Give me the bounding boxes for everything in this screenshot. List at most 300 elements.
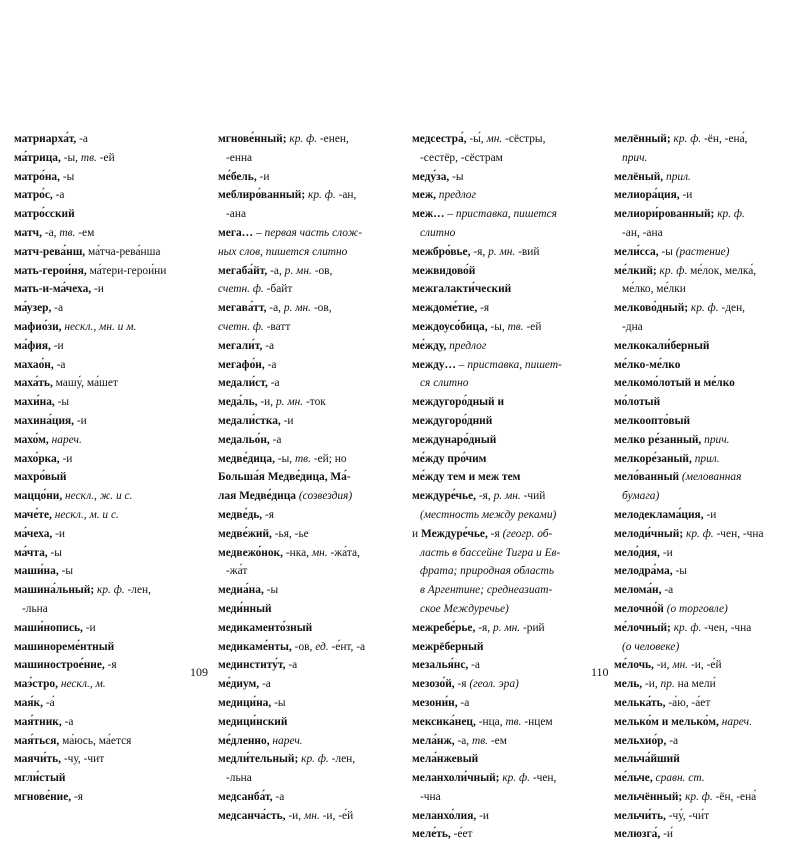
dictionary-line	[14, 130, 186, 149]
headword: меблиро́ванный;	[218, 189, 306, 202]
grammar-note: тв.	[80, 151, 97, 164]
dictionary-line	[218, 675, 390, 694]
dictionary-line	[614, 525, 786, 544]
dictionary-line	[614, 186, 786, 205]
headword: меланхоли́чный;	[412, 772, 500, 785]
headword: мегали́т,	[218, 339, 263, 352]
headword: махи́на,	[14, 396, 55, 409]
grammar-note: р. мн.	[492, 621, 521, 634]
inflection: -я	[490, 527, 500, 540]
grammar-note: тв.	[59, 226, 76, 239]
dictionary-line	[614, 412, 786, 431]
headword: матро́на,	[14, 170, 60, 183]
dictionary-line	[614, 713, 786, 732]
grammar-note: мн.	[304, 809, 320, 822]
headword: межвидово́й	[412, 264, 476, 277]
dictionary-line	[218, 525, 390, 544]
inflection: -и	[85, 621, 96, 634]
grammar-note: тв.	[505, 715, 522, 728]
headword: мезони́н,	[412, 696, 458, 709]
inflection: -а	[669, 734, 679, 747]
grammar-note: кр. ф.	[301, 753, 329, 766]
inflection: -ы	[675, 565, 687, 578]
grammar-note: кр. ф.	[690, 302, 719, 315]
headword: мелома́н,	[614, 584, 662, 597]
headword: меда́ль,	[218, 396, 258, 409]
dictionary-line	[218, 544, 390, 563]
dictionary-line	[14, 694, 186, 713]
dictionary-line	[218, 750, 390, 769]
dictionary-line	[14, 544, 186, 563]
headword: ма́чта,	[14, 546, 48, 559]
dictionary-line	[412, 431, 584, 450]
inflection: -ан, -ана	[622, 226, 663, 239]
dictionary-line	[14, 149, 186, 168]
inflection: -чу́, -чи́т	[668, 809, 710, 822]
inflection: -и	[76, 414, 87, 427]
inflection: -ы	[50, 546, 62, 559]
headword: медсестра́,	[412, 133, 467, 145]
inflection: -я,	[478, 621, 491, 634]
dictionary-line	[14, 205, 186, 224]
headword: медикаме́нты,	[218, 640, 292, 653]
inflection: -а	[471, 659, 480, 672]
dictionary-line	[412, 224, 584, 243]
dictionary-line	[14, 450, 186, 469]
grammar-note: бумага)	[622, 490, 660, 503]
dictionary-line	[614, 149, 786, 168]
headword: медиа́на,	[218, 584, 264, 597]
dictionary-line	[218, 619, 390, 638]
inflection: ма́юсь, ма́ется	[62, 734, 132, 747]
headword: мелюзга́,	[614, 828, 661, 841]
inflection: -сёстры,	[505, 133, 546, 145]
grammar-note: предлог	[438, 189, 476, 202]
inflection: -а	[288, 659, 298, 672]
grammar-note: пр.	[660, 678, 675, 691]
inflection: -е́нт, -а	[331, 640, 366, 653]
inflection: -ён, -ена́	[715, 790, 757, 803]
dictionary-line	[412, 562, 584, 581]
headword: мгли́стый	[14, 772, 66, 785]
headword: махина́ция,	[14, 414, 75, 427]
inflection: -льна	[226, 772, 252, 785]
inflection: -ей	[99, 151, 115, 164]
dictionary-line	[218, 149, 390, 168]
headword: мелодра́ма,	[614, 565, 673, 578]
inflection: -лен,	[127, 584, 151, 597]
dictionary-line	[412, 675, 584, 694]
headword: медве́жий,	[218, 527, 272, 540]
dictionary-line	[614, 243, 786, 262]
dictionary-line	[614, 750, 786, 769]
headword: лая Медве́дица	[218, 490, 297, 503]
inflection: -ей	[526, 320, 542, 333]
inflection: -и	[62, 452, 73, 465]
grammar-note: нескл., мн. и м.	[64, 320, 137, 333]
headword: ма́трица,	[14, 151, 61, 164]
headword: махо́рка,	[14, 452, 60, 465]
grammar-note: кр. ф.	[686, 527, 714, 540]
headword: мезозо́й,	[412, 678, 455, 691]
grammar-note: (геогр. об-	[502, 527, 553, 540]
dictionary-line	[218, 487, 390, 506]
dictionary-line	[218, 168, 390, 187]
dictionary-line	[412, 356, 584, 375]
inflection: -чен,	[532, 772, 557, 785]
headword: мельчи́ть,	[614, 809, 666, 822]
inflection: -ден,	[721, 302, 746, 315]
inflection: -и, -е́й	[691, 659, 722, 672]
dictionary-line	[412, 149, 584, 168]
inflection: -и	[93, 283, 104, 296]
inflection: -и́	[663, 828, 673, 841]
inflection: -а,	[457, 734, 470, 747]
headword: медсанба́т,	[218, 790, 273, 803]
headword: междоусо́бица,	[412, 320, 488, 333]
dictionary-line	[14, 600, 186, 619]
dictionary-line	[614, 581, 786, 600]
headword: маши́на,	[14, 565, 59, 578]
headword: матриарха́т,	[14, 133, 77, 145]
headword: медвежо́нок,	[218, 546, 283, 559]
inflection: ме́лко, ме́лки	[622, 283, 686, 296]
inflection: -я	[107, 659, 117, 672]
dictionary-line	[614, 468, 786, 487]
inflection: -я	[457, 678, 467, 691]
dictionary-line	[218, 732, 390, 751]
dictionary-line	[218, 506, 390, 525]
dictionary-line	[14, 280, 186, 299]
headword: мгнове́нный;	[218, 133, 287, 145]
headword: махао́н,	[14, 358, 54, 371]
headword: медальо́н,	[218, 433, 270, 446]
dictionary-line	[218, 468, 390, 487]
headword: мая́к,	[14, 696, 43, 709]
headword: медали́стка,	[218, 414, 281, 427]
dictionary-line	[614, 788, 786, 807]
inflection: -я	[480, 302, 490, 315]
dictionary-line	[14, 769, 186, 788]
headword: мафио́зи,	[14, 320, 62, 333]
inflection: -а	[265, 339, 275, 352]
headword: мело́ванный	[614, 471, 680, 484]
headword: мелиора́ция,	[614, 189, 680, 202]
dictionary-line	[412, 581, 584, 600]
headword: мелково́дный;	[614, 302, 689, 315]
dictionary-line	[614, 168, 786, 187]
inflection: -ы,	[277, 452, 293, 465]
inflection: -ы	[452, 170, 464, 183]
dictionary-line	[14, 318, 186, 337]
dictionary-line	[218, 130, 390, 149]
grammar-note: прил.	[694, 452, 720, 465]
inflection: -а	[262, 678, 271, 691]
grammar-note: прич.	[704, 433, 730, 446]
headword: медици́на,	[218, 696, 272, 709]
inflection: -сестёр, -сёстрам	[420, 151, 503, 164]
dictionary-line	[218, 450, 390, 469]
dictionary-line	[412, 506, 584, 525]
inflection: -и,	[260, 396, 274, 409]
dictionary-line	[14, 168, 186, 187]
dictionary-line	[14, 299, 186, 318]
dictionary-line	[412, 788, 584, 807]
dictionary-line	[412, 600, 584, 619]
headword: медве́дь,	[218, 508, 263, 521]
dictionary-line	[614, 656, 786, 675]
inflection: -ы	[61, 565, 73, 578]
dictionary-line	[218, 186, 390, 205]
headword: мелкоре́заный,	[614, 452, 692, 465]
grammar-note: (растение)	[675, 245, 730, 258]
inflection: -чен, -чна	[704, 621, 752, 634]
dictionary-line	[614, 130, 786, 149]
dictionary-line	[614, 431, 786, 450]
inflection: -а,	[44, 226, 57, 239]
headword: ме́дленно,	[218, 734, 270, 747]
inflection: -я,	[473, 245, 486, 258]
headword: маши́нопись,	[14, 621, 83, 634]
headword: ма́фия,	[14, 339, 51, 352]
grammar-note: нескл., ж. и с.	[65, 490, 133, 503]
inflection: -ья, -ье	[274, 527, 309, 540]
headword: мелодеклама́ция,	[614, 508, 704, 521]
grammar-note: тв.	[507, 320, 524, 333]
headword: ме́жду про́чим	[412, 452, 487, 465]
headword: межрёберный	[412, 640, 484, 653]
grammar-note: кр. ф.	[685, 790, 713, 803]
dictionary-line	[218, 581, 390, 600]
inflection: -ы,	[490, 320, 505, 333]
dictionary-line	[614, 600, 786, 619]
inflection: -и,	[644, 678, 658, 691]
inflection: –	[447, 208, 454, 221]
headword: мексика́нец,	[412, 715, 476, 728]
grammar-note: ся слитно	[420, 377, 469, 390]
dictionary-line	[14, 562, 186, 581]
headword: ме́жду тем и меж тем	[412, 471, 521, 484]
grammar-note: мн.	[311, 546, 328, 559]
headword: ма́узер,	[14, 302, 52, 315]
inflection: -и,	[656, 659, 670, 672]
dictionary-line	[412, 130, 584, 149]
grammar-note: слитно	[420, 226, 456, 239]
grammar-note: предлог	[449, 339, 487, 352]
grammar-note: ных слов, пишется слитно	[218, 245, 348, 258]
inflection: -а	[79, 133, 88, 145]
grammar-note: (о торговле)	[666, 602, 728, 615]
inflection: и	[412, 527, 419, 540]
grammar-note: приставка, пишется	[455, 208, 557, 221]
inflection: -а	[460, 696, 470, 709]
headword: мгнове́ние,	[14, 790, 72, 803]
dictionary-line	[14, 581, 186, 600]
grammar-note: кр. ф.	[717, 208, 745, 221]
dictionary-line	[614, 562, 786, 581]
dictionary-line	[14, 337, 186, 356]
headword: медве́дица,	[218, 452, 275, 465]
dictionary-line	[614, 769, 786, 788]
inflection: -а	[275, 790, 285, 803]
grammar-note: ед.	[315, 640, 329, 653]
headword: Больша́я Медве́дица, Ма́-	[218, 471, 351, 484]
dictionary-line	[412, 713, 584, 732]
dictionary-line	[614, 732, 786, 751]
dictionary-line	[218, 713, 390, 732]
dictionary-line	[218, 356, 390, 375]
inflection: -и	[259, 170, 270, 183]
dictionary-line	[14, 393, 186, 412]
headword: межгалакти́ческий	[412, 283, 512, 296]
headword: мелкоопто́вый	[614, 414, 691, 427]
dictionary-line	[412, 393, 584, 431]
grammar-note: (местность между реками)	[420, 508, 557, 521]
dictionary-line	[14, 468, 186, 487]
grammar-note: счетн. ф.	[218, 283, 264, 296]
headword: мела́нжевый	[412, 753, 479, 766]
headword: меж,	[412, 189, 436, 202]
headword: махро́вый	[14, 471, 67, 484]
headword: медли́тельный;	[218, 753, 299, 766]
inflection: -а	[270, 377, 280, 390]
inflection: -и	[479, 809, 489, 822]
inflection: -ы	[62, 170, 75, 183]
inflection: -а	[64, 715, 74, 728]
inflection: -ы	[661, 245, 673, 258]
headword: мельхио́р,	[614, 734, 667, 747]
headword: ме́диум,	[218, 678, 260, 691]
inflection: -а́ю, -а́ет	[668, 696, 711, 709]
dictionary-line	[218, 638, 390, 657]
inflection: ма́тча-рева́нша	[88, 245, 161, 258]
headword: Междуре́чье,	[420, 527, 488, 540]
grammar-note: кр. ф.	[97, 584, 125, 597]
inflection: -ей; но	[313, 452, 347, 465]
dictionary-line	[14, 262, 186, 281]
grammar-note: кр. ф.	[308, 189, 336, 202]
dictionary-line	[412, 619, 584, 638]
headword: ме́льче,	[614, 772, 653, 785]
inflection: -ватт	[266, 320, 291, 333]
dictionary-line	[412, 769, 584, 788]
inflection: -а	[267, 358, 277, 371]
dictionary-line	[412, 318, 584, 337]
inflection: -жа́та,	[330, 546, 360, 559]
dictionary-line	[218, 562, 390, 581]
dictionary-line	[218, 656, 390, 675]
headword: мелённый;	[614, 133, 671, 145]
grammar-note: ласть в бассейне Тигра и Ев-	[420, 546, 561, 559]
inflection: -я	[74, 790, 84, 803]
dictionary-line	[218, 318, 390, 337]
inflection: ма́тери-герои́ни	[89, 264, 167, 277]
headword: мега…	[218, 226, 254, 239]
dictionary-line	[14, 243, 186, 262]
dictionary-line	[14, 487, 186, 506]
dictionary-line	[614, 262, 786, 281]
inflection: -нцем	[524, 715, 553, 728]
dictionary-line	[14, 431, 186, 450]
grammar-note: кр. ф.	[673, 621, 702, 634]
dictionary-line	[412, 807, 584, 826]
dictionary-line	[218, 205, 390, 224]
grammar-note: прич.	[622, 151, 648, 164]
grammar-note: кр. ф.	[659, 264, 688, 277]
inflection: -е́ет	[453, 828, 473, 841]
inflection: -вий	[518, 245, 540, 258]
grammar-note: (мелованная	[681, 471, 742, 484]
dictionary-line	[614, 224, 786, 243]
headword: межбро́вье,	[412, 245, 471, 258]
headword: мелёный,	[614, 170, 664, 183]
headword: мелиори́рованный;	[614, 208, 715, 221]
grammar-note: ское Междуречье)	[420, 602, 509, 615]
headword: мельчённый;	[614, 790, 683, 803]
headword: мать-герои́ня,	[14, 264, 87, 277]
dictionary-line	[614, 280, 786, 299]
grammar-note: р. мн.	[488, 245, 516, 258]
grammar-note: тв.	[472, 734, 489, 747]
headword: между…	[412, 358, 456, 371]
dictionary-line	[14, 788, 186, 807]
headword: матро́с,	[14, 189, 53, 202]
headword: междугоро́дный и междугоро́дний	[412, 396, 505, 427]
inflection: -жа́т	[226, 565, 248, 578]
inflection: -ов,	[294, 640, 313, 653]
grammar-note: приставка, пишет-	[467, 358, 562, 371]
headword: меди́нный	[218, 602, 272, 615]
headword: ме́жду,	[412, 339, 447, 352]
inflection: -нца,	[478, 715, 503, 728]
dictionary-line	[614, 825, 786, 844]
headword: маче́те,	[14, 508, 52, 521]
inflection: -енен,	[319, 133, 349, 145]
grammar-note: (геол. эра)	[469, 678, 519, 691]
grammar-note: нескл., м. и с.	[54, 508, 119, 521]
grammar-note: кр. ф.	[289, 133, 318, 145]
dictionary-line	[614, 675, 786, 694]
inflection: -а,	[270, 264, 282, 277]
headword: медали́ст,	[218, 377, 268, 390]
dictionary-line	[412, 487, 584, 506]
grammar-note: (о человеке)	[622, 640, 680, 653]
grammar-note: р. мн.	[283, 302, 312, 315]
dictionary-line	[218, 788, 390, 807]
inflection: -и	[682, 189, 693, 202]
inflection: -чна	[420, 790, 441, 803]
dictionary-line	[412, 299, 584, 318]
inflection: -и	[55, 527, 66, 540]
dictionary-line	[614, 506, 786, 525]
dictionary-column-1	[14, 130, 186, 807]
dictionary-line	[412, 638, 584, 657]
grammar-note: кр. ф.	[673, 133, 702, 145]
dictionary-line	[614, 487, 786, 506]
headword: мела́нж,	[412, 734, 455, 747]
dictionary-line	[218, 243, 390, 262]
headword: ме́лочь,	[614, 659, 654, 672]
dictionary-line	[412, 750, 584, 769]
grammar-note: фрата; природная область	[420, 565, 555, 578]
dictionary-line	[14, 732, 186, 751]
inflection: -ана	[226, 208, 247, 221]
inflection: ме́лок, мелка́,	[690, 264, 757, 277]
dictionary-line	[218, 769, 390, 788]
dictionary-line	[14, 656, 186, 675]
grammar-note: нескл., м.	[60, 678, 106, 691]
dictionary-line	[412, 732, 584, 751]
